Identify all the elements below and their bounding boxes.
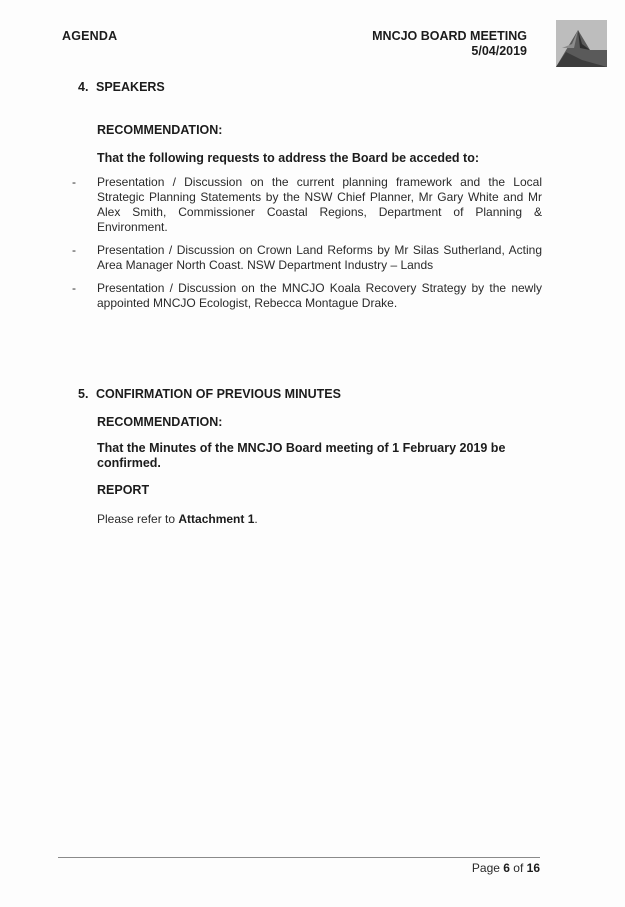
section-5-recommendation-text: That the Minutes of the MNCJO Board meeting of 1 February 2019 be confirmed. [97,441,506,470]
header-meeting-info [372,29,527,59]
list-item-text: Presentation / Discussion on Crown Land Reforms by Mr Silas Sutherland, Acting Area Manager North Coast. NSW Department Industry – Lands [97,243,542,272]
section-5-report-text [97,512,258,526]
bullet-marker: - [72,281,76,295]
header-meeting-title: MNCJO BOARD MEETING [372,29,527,43]
section-5-report-label: REPORT [97,483,150,497]
page-number [472,861,540,875]
report-prefix: Please refer to [97,512,179,526]
section-4-number: 4. [78,80,89,94]
section-4-intro: That the following requests to address the Board be acceded to: [97,151,480,165]
list-item-text: Presentation / Discussion on the current planning framework and the Local Strategic Planning Statements by the NSW Chief Planner, Mr Gary White and Mr Alex Smith, Commissioner Coastal Regions, Department of Planning & Environment. [97,175,542,234]
header-meeting-date: 5/04/2019 [471,44,527,58]
attachment-reference: Attachment 1 [178,512,255,526]
header-agenda-label: AGENDA [62,29,118,43]
section-5-number: 5. [78,387,89,401]
list-item-text: Presentation / Discussion on the MNCJO Koala Recovery Strategy by the newly appointed MNCJO Ecologist, Rebecca Montague Drake. [97,281,542,310]
speaker-list [62,175,542,319]
page-of: of [509,861,527,875]
page-total: 16 [526,861,540,875]
list-item [62,281,542,311]
list-item [62,175,542,235]
section-5-heading [78,387,341,401]
footer-divider [58,857,540,858]
page-prefix: Page [471,861,504,875]
page-current: 6 [503,861,510,875]
mncjo-logo-icon [556,20,607,67]
report-suffix: . [254,512,258,526]
section-5-title: CONFIRMATION OF PREVIOUS MINUTES [96,387,341,401]
section-5-recommendation-label: RECOMMENDATION: [97,415,223,429]
list-item [62,243,542,273]
section-4-heading [78,80,165,94]
bullet-marker: - [72,175,76,189]
section-4-title: SPEAKERS [96,80,165,94]
section-4-recommendation-label: RECOMMENDATION: [97,123,223,137]
bullet-marker: - [72,243,76,257]
